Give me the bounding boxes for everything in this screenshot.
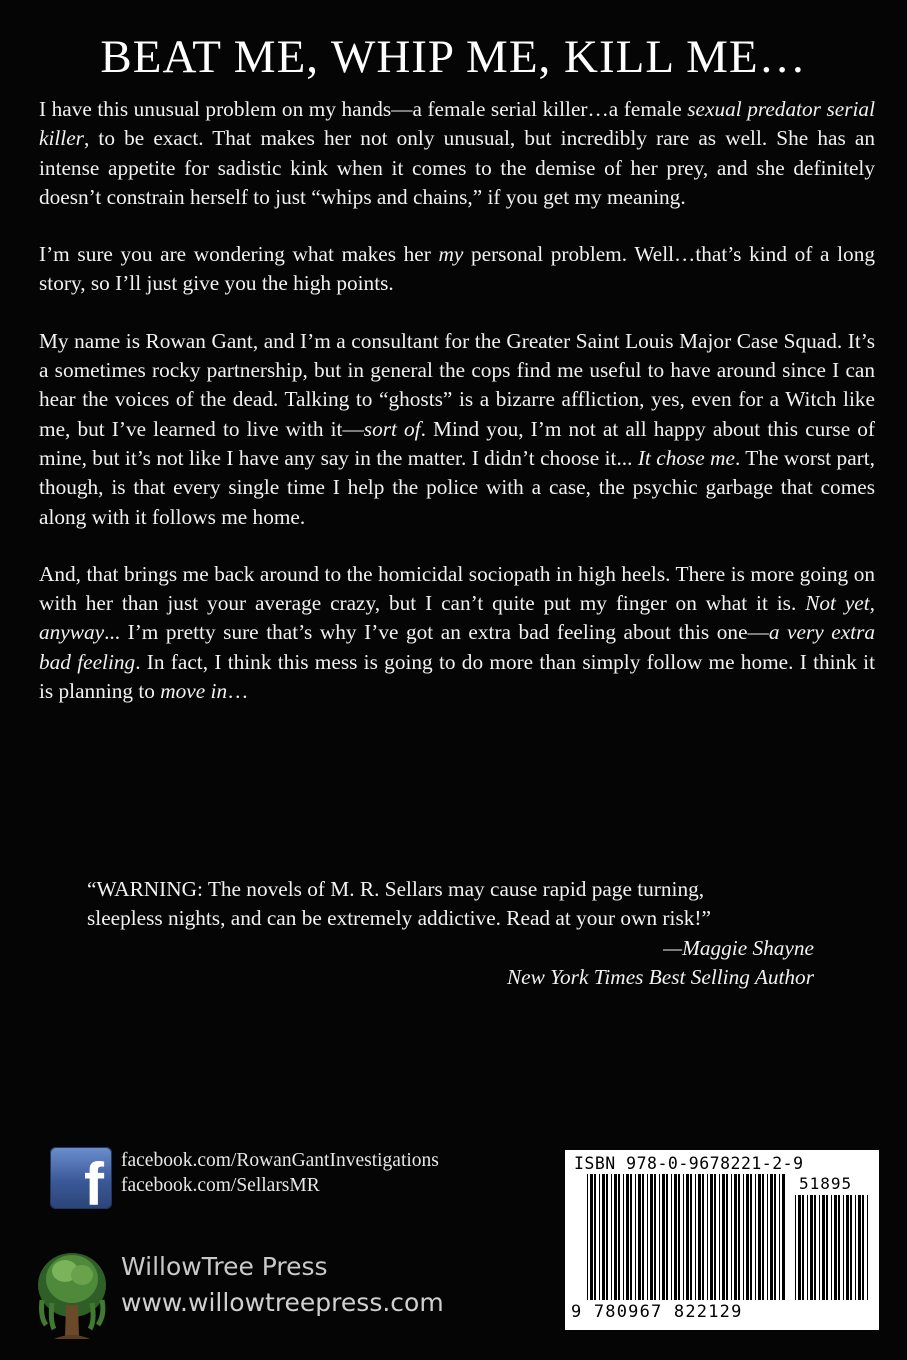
barcode-bar <box>678 1174 680 1300</box>
facebook-icon[interactable] <box>50 1147 112 1218</box>
barcode-bar <box>750 1174 752 1300</box>
quote-line-2: sleepless nights, and can be extremely addictive. Read at your own risk!” <box>87 906 711 931</box>
barcode-bar <box>779 1174 780 1300</box>
facebook-link-sellars[interactable]: facebook.com/SellarsMR <box>121 1175 320 1196</box>
barcode-bar <box>638 1174 641 1300</box>
barcode-bar <box>630 1174 632 1300</box>
barcode-bar <box>810 1195 813 1300</box>
barcode-bar <box>614 1174 617 1300</box>
barcode-bar <box>662 1174 665 1300</box>
barcode-bar <box>623 1174 624 1300</box>
facebook-link-rowan-gant[interactable]: facebook.com/RowanGantInvestigations <box>121 1150 439 1171</box>
barcode-bar <box>690 1174 692 1300</box>
quote-author: —Maggie Shayne <box>663 935 814 960</box>
emphasis-text: a very extra bad feeling <box>39 620 876 674</box>
barcode-bar <box>647 1174 648 1300</box>
publisher-url[interactable]: www.willowtreepress.com <box>121 1288 444 1317</box>
blurb-paragraph-1: I have this unusual problem on my hands—a female serial killer…a female sexual predator serial killer, to be exact. That makes her not only unusual, but incredibly rare as well. She has an intense appetite for sadistic kink when it comes to the demise of her prey, and she definitely doesn’t constrain herself to just “whips and chains,” if you get my meaning. <box>39 97 875 209</box>
emphasis-text: move in <box>160 679 228 704</box>
barcode-bar <box>722 1174 725 1300</box>
barcode-bar <box>594 1174 596 1300</box>
barcode-bar <box>683 1174 684 1300</box>
barcode-bar <box>635 1174 636 1300</box>
barcode-bar <box>602 1174 605 1300</box>
barcode-bar <box>838 1195 840 1300</box>
barcode-bar <box>719 1174 720 1300</box>
emphasis-text: my <box>438 242 464 267</box>
barcode-bar <box>802 1195 804 1300</box>
emphasis-text: It chose me <box>637 445 735 470</box>
blurb-paragraph-4: And, that brings me back around to the homicidal sociopath in high heels. There is more going on with her than just your average crazy, but I can’t quite put my finger on what it is. Not yet, anyway... I’m pretty sure that’s why I’ve got an extra bad feeling about this one—a very extra bad feeling. In fact, I think this mess is going to do more than simply follow me home. I think it is planning to move in… <box>39 561 876 704</box>
barcode-bar <box>862 1195 864 1300</box>
barcode-bar <box>758 1174 761 1300</box>
barcode-bar <box>654 1174 656 1300</box>
barcode-bar <box>822 1195 825 1300</box>
publisher-name: WillowTree Press <box>121 1252 328 1281</box>
blurb-paragraph-2: I’m sure you are wondering what makes her my personal problem. Well…that’s kind of a long story, so I’ll just give you the high points. <box>39 242 875 296</box>
barcode-bar <box>710 1174 713 1300</box>
willow-tree-icon <box>32 1245 112 1345</box>
ean-digits: 9 780967 822129 <box>571 1302 743 1322</box>
barcode-bar <box>795 1195 796 1300</box>
barcode-bar <box>743 1174 744 1300</box>
quote-line-1: “WARNING: The novels of M. R. Sellars may cause rapid page turning, <box>87 877 705 901</box>
barcode-bar <box>798 1195 801 1300</box>
barcode-bar <box>702 1174 704 1300</box>
barcode-bar <box>755 1174 756 1300</box>
barcode-bar <box>867 1195 868 1300</box>
barcode-bar <box>834 1195 837 1300</box>
quote-credential: New York Times Best Selling Author <box>506 964 814 989</box>
barcode-bar <box>770 1174 773 1300</box>
publisher <box>121 1252 444 1318</box>
barcode-bar <box>714 1174 716 1300</box>
barcode-bar <box>850 1195 852 1300</box>
barcode-bar <box>774 1174 776 1300</box>
price-barcode-bars <box>795 1195 871 1300</box>
barcode-bar <box>731 1174 732 1300</box>
barcode-bar <box>642 1174 644 1300</box>
barcode-bar <box>782 1174 785 1300</box>
price-code: 51895 <box>799 1174 853 1193</box>
barcode-bar <box>611 1174 612 1300</box>
barcode-bar <box>606 1174 608 1300</box>
barcode-bar <box>707 1174 708 1300</box>
barcode-bar <box>831 1195 832 1300</box>
barcode-bar <box>666 1174 668 1300</box>
barcode-bar <box>618 1174 620 1300</box>
barcode-bar <box>807 1195 808 1300</box>
isbn-barcode <box>565 1150 879 1330</box>
ean-barcode-bars <box>587 1174 787 1300</box>
barcode-bar <box>738 1174 740 1300</box>
barcode-bar <box>674 1174 677 1300</box>
barcode-bar <box>858 1195 861 1300</box>
barcode-bar <box>746 1174 749 1300</box>
facebook-links <box>121 1148 439 1198</box>
barcode-bar <box>695 1174 696 1300</box>
emphasis-text: sexual predator serial killer <box>39 97 875 151</box>
barcode-bar <box>762 1174 764 1300</box>
barcode-bar <box>698 1174 701 1300</box>
headline: BEAT ME, WHIP ME, KILL ME… <box>100 31 807 83</box>
barcode-bar <box>686 1174 689 1300</box>
facebook-glyph: f <box>84 1151 104 1218</box>
emphasis-text: Not yet, anyway <box>39 591 875 645</box>
barcode-bar <box>846 1195 849 1300</box>
barcode-bar <box>626 1174 629 1300</box>
emphasis-text: sort of <box>363 416 421 441</box>
barcode-bar <box>826 1195 828 1300</box>
barcode-bar <box>599 1174 600 1300</box>
barcode-bar <box>726 1174 728 1300</box>
blurb <box>39 95 875 734</box>
endorsement-quote <box>87 875 827 992</box>
barcode-bar <box>659 1174 660 1300</box>
barcode-bar <box>650 1174 653 1300</box>
barcode-bar <box>814 1195 816 1300</box>
barcode-bar <box>590 1174 593 1300</box>
isbn-label: ISBN 978-0-9678221-2-9 <box>574 1154 804 1173</box>
barcode-bar <box>855 1195 856 1300</box>
barcode-bar <box>734 1174 737 1300</box>
barcode-bar <box>587 1174 588 1300</box>
barcode-bar <box>767 1174 768 1300</box>
barcode-bar <box>843 1195 844 1300</box>
barcode-bar <box>671 1174 672 1300</box>
blurb-paragraph-3: My name is Rowan Gant, and I’m a consultant for the Greater Saint Louis Major Case Squad. It’s a sometimes rocky partnership, but in general the cops find me useful to have around since I can hear the voices of the dead. Talking to “ghosts” is a bizarre affliction, yes, even for a Witch like me, but I’ve learned to live with it—sort of. Mind you, I’m not at all happy about this curse of mine, but it’s not like I have any say in the matter. I didn’t choose it... It chose me. The worst part, though, is that every single time I help the police with a case, the psychic garbage that comes along with it follows me home. <box>39 328 875 529</box>
barcode-bar <box>819 1195 820 1300</box>
